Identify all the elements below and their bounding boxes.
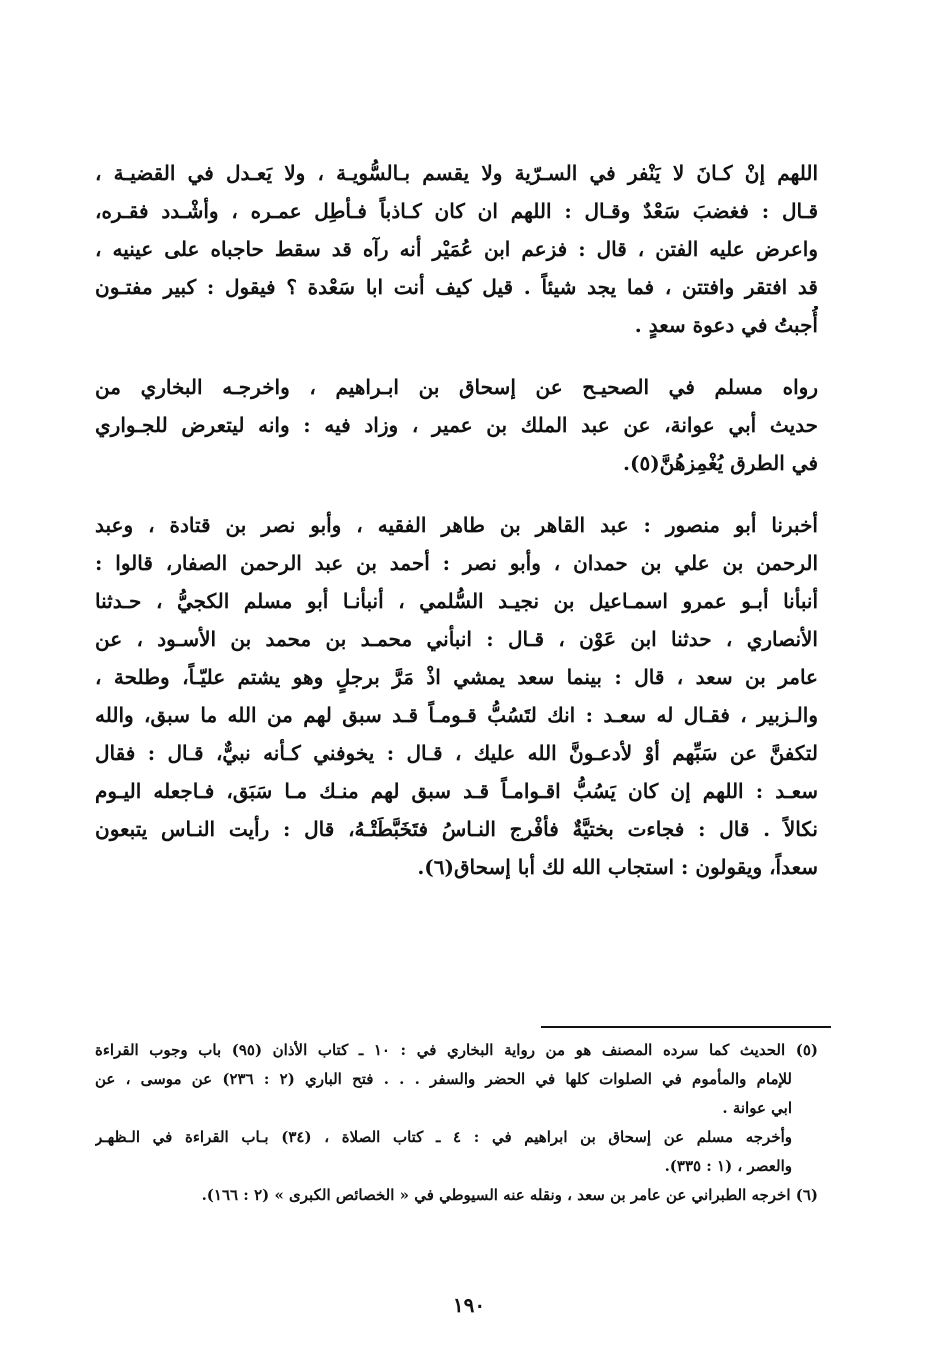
paragraph-1 [95, 154, 818, 344]
text-line: قـال : فغضبَ سَعْدٌ وقـال : اللهم ان كان كـاذباً فـأطِل عمـره ، وأشْـدد فقـره، [95, 199, 818, 223]
footnote-separator [541, 1026, 831, 1028]
paragraph-gap [95, 344, 818, 368]
text-line: أخبرنا أبو منصور : عبد القاهر بن طاهر الفقيه ، وأبو نصر بن قتادة ، وعبد [95, 513, 818, 537]
footnote-line: (٦) اخرجه الطبراني عن عامر بن سعد ، ونقله عنه السيوطي في « الخصائص الكبرى » (٢ : ١٦٦). [201, 1186, 818, 1204]
page-number: ١٩٠ [452, 1293, 486, 1317]
text-line: سعـد : اللهم إن كان يَسُبُّ اقـوامـاً قـد سبق لهم منـك مـا سَبَق، فـاجعله اليـوم [95, 779, 818, 803]
text-line: أُجبتُ في دعوة سعدٍ . [634, 313, 818, 337]
footnote-line: (٥) الحديث كما سرده المصنف هو من رواية البخاري في : ١٠ ـ كتاب الأذان (٩٥) باب وجوب القراءة [95, 1041, 818, 1059]
text-line: عامر بن سعد ، قال : بينما سعد يمشي اذْ مَرَّ برجلٍ وهو يشتم عليّـاً، وطلحة ، [95, 665, 818, 689]
footnote-line: للإمام والمأموم في الصلوات كلها في الحضر والسفر . . . فتح الباري (٢ : ٢٣٦) عن موسى ، عن [95, 1070, 792, 1088]
text-line: الأنصاري ، حدثنا ابن عَوْن ، قـال : انبأني محمـد بن محمد بن الأسـود ، عن [95, 627, 818, 651]
main-text [95, 154, 818, 886]
paragraph-2 [95, 368, 818, 482]
footnotes [95, 1036, 818, 1210]
text-line: لتكفنَّ عن سَبِّهم أوْ لأدعـونَّ الله عليك ، قـال : يخوفني كـأنه نبيٌّ، قـال : فقال [95, 741, 818, 765]
text-line: في الطرق يُغْمِزهُنَّ(٥). [623, 451, 818, 475]
text-line: قد افتقر وافتتن ، فما يجد شيئاً . قيل كيف أنت ابا سَعْدة ؟ فيقول : كبير مفتـون [95, 275, 818, 299]
footnote-line: وأخرجه مسلم عن إسحاق بن ابراهيم في : ٤ ـ كتاب الصلاة ، (٣٤) بـاب القراءة في الـظهـر [95, 1128, 793, 1146]
text-line: رواه مسلم في الصحيـح عن إسحاق بن ابـراهيم ، واخرجـه البخاري من [95, 375, 818, 399]
text-line: واعرض عليه الفتن ، قال : فزعم ابن عُمَيْر أنه رآه قد سقط حاجباه على عينيه ، [95, 237, 818, 261]
text-line: الرحمن بن علي بن حمدان ، وأبو نصر : أحمد بن عبد الرحمن الصفار، قالوا : [95, 551, 818, 575]
paragraph-gap [95, 482, 818, 506]
paragraph-3 [95, 506, 818, 886]
text-line: نكالاً . قال : فجاءت بختيَّةٌ فأفْرج النـاسُ فتَخَبَّطَتْـهُ، قال : رأيت النـاس يتبعون [95, 817, 818, 841]
text-line: سعداً، ويقولون : استجاب الله لك أبا إسحاق(٦). [417, 855, 818, 879]
text-line: حديث أبي عوانة، عن عبد الملك بن عمير ، وزاد فيه : وانه ليتعرض للجـواري [95, 413, 818, 437]
footnote-line: ابي عوانة . [722, 1099, 792, 1117]
text-line: أنبأنا أبـو عمرو اسمـاعيل بن نجيـد السُّلمي ، أنبأنـا أبو مسلم الكجيُّ ، حـدثنا [95, 589, 818, 613]
text-line: اللهم إنْ كـانَ لا يَنْفر في السـرّية ولا يقسم بـالسُّويـة ، ولا يَعـدل في القضيـة ، [95, 161, 818, 185]
footnote-line: والعصر ، (١ : ٣٣٥). [664, 1157, 792, 1175]
text-line: والـزبير ، فقـال له سعـد : انك لتَسُبُّ قـومـاً قـد سبق لهم من الله ما سبق، والله [95, 703, 818, 727]
